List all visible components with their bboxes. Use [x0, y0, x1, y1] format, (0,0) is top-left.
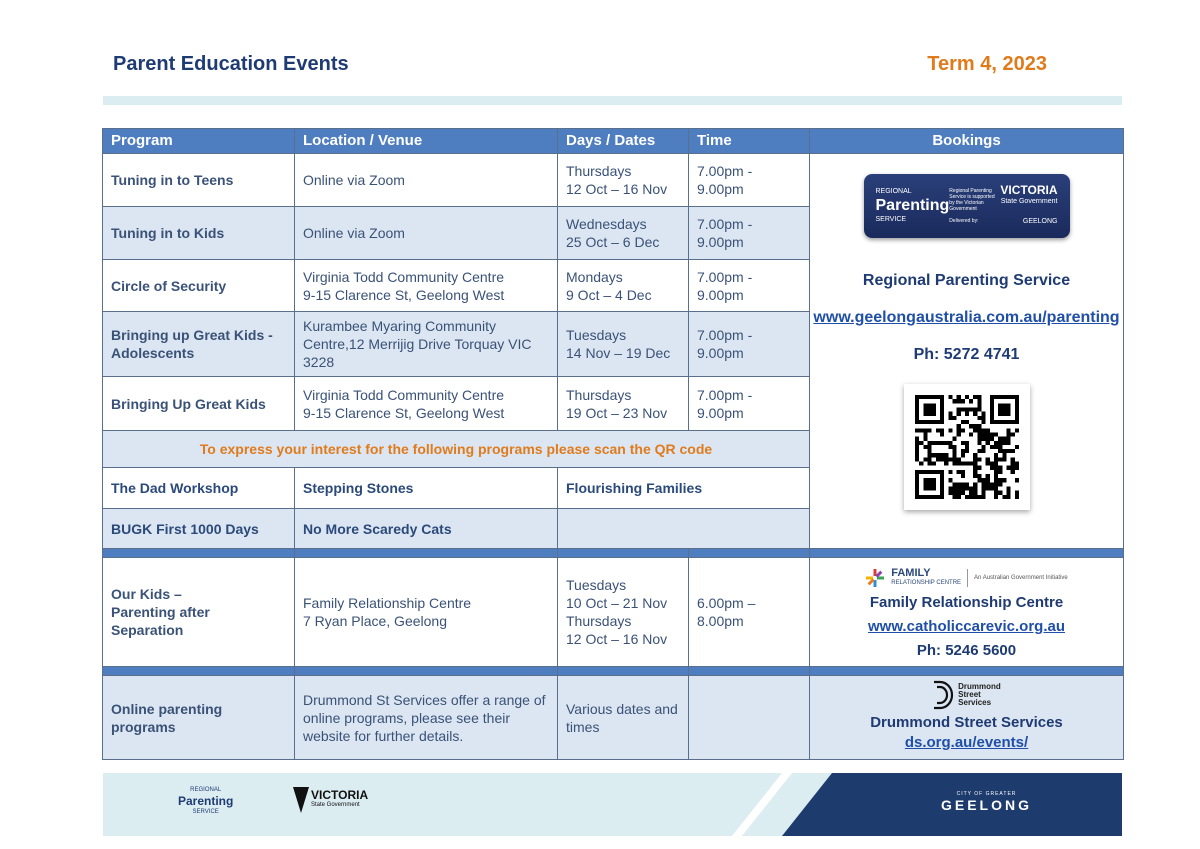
table-row [103, 676, 1124, 760]
logo-note: Regional Parenting Service is supported by the Victorian Government [949, 188, 995, 212]
column-header-time: Time [689, 129, 810, 154]
location-cell [295, 312, 558, 377]
days-line: Mondays [566, 268, 623, 285]
interest-program [558, 509, 810, 549]
gov-initiative-text: An Australian Government Initiative [967, 569, 1068, 587]
interest-program: Flourishing Families [558, 468, 810, 509]
column-header-program: Program [103, 129, 295, 154]
time-cell [689, 676, 810, 760]
frc-website-link[interactable]: www.catholiccarevic.org.au [867, 618, 1065, 635]
interest-program: No More Scaredy Cats [295, 509, 558, 549]
time-cell [689, 312, 810, 377]
time-end: 9.00pm [697, 234, 744, 250]
days-line: Various dates and [566, 700, 678, 717]
days-line: Wednesdays [566, 216, 647, 232]
logo-small-text: REGIONAL [875, 188, 912, 195]
dates-line: 12 Oct – 16 Nov [566, 631, 668, 647]
program-line: Our Kids – [111, 586, 182, 602]
time-cell [689, 260, 810, 312]
location-cell [295, 558, 558, 667]
logo-text: Parenting [875, 197, 950, 214]
frc-logo-small: RELATIONSHIP CENTRE [891, 580, 962, 586]
header-divider [103, 96, 1122, 105]
location-line: 9-15 Clarence St, Geelong West [303, 286, 505, 303]
dates-line: 12 Oct – 16 Nov [566, 181, 668, 197]
frc-star-icon [865, 568, 885, 588]
bookings-ds-cell [810, 676, 1124, 760]
location-line: Online via Zoom [303, 225, 405, 241]
time-end: 9.00pm [697, 404, 744, 421]
term-label: Term 4, 2023 [927, 53, 1047, 75]
location-cell [295, 154, 558, 207]
dates-line: 9 Oct – 4 Dec [566, 286, 652, 303]
victoria-map-icon [293, 787, 309, 813]
program-name [103, 558, 295, 667]
column-header-days: Days / Dates [558, 129, 689, 154]
time-start: 7.00pm - [697, 386, 753, 403]
program-name: Bringing Up Great Kids [103, 377, 295, 431]
program-name: Circle of Security [103, 260, 295, 312]
location-line: 9-15 Clarence St, Geelong West [303, 404, 505, 421]
interest-program: BUGK First 1000 Days [103, 509, 295, 549]
ds-logo-line: Street [958, 690, 981, 699]
frc-phone: Ph: 5246 5600 [916, 642, 1017, 659]
program-name: Tuning in to Kids [103, 207, 295, 260]
dates-line: 19 Oct – 23 Nov [566, 404, 668, 421]
days-line: Tuesdays [566, 327, 627, 343]
ds-events-link[interactable]: ds.org.au/events/ [904, 734, 1029, 751]
location-line: 3228 [303, 354, 335, 370]
footer-geelong-logo [941, 791, 1032, 813]
table-header-row [103, 129, 1124, 154]
days-cell [558, 377, 689, 431]
time-cell [689, 154, 810, 207]
location-line: Virginia Todd Community Centre [303, 268, 505, 285]
frc-name: Family Relationship Centre [869, 594, 1064, 611]
location-cell [295, 207, 558, 260]
column-header-location: Location / Venue [295, 129, 558, 154]
dates-line: 10 Oct – 21 Nov [566, 595, 668, 611]
program-name: Tuning in to Teens [103, 154, 295, 207]
program-line: Adolescents [111, 345, 195, 361]
days-cell [558, 207, 689, 260]
footer-rps-sub: SERVICE [192, 809, 219, 815]
drummond-street-logo [810, 680, 1123, 710]
qr-code-image [915, 395, 1019, 499]
location-line: online programs, please see their [303, 709, 511, 726]
page-footer [103, 773, 1122, 836]
geelong-logo-text: GEELONG [1022, 218, 1058, 225]
table-row [103, 154, 1124, 207]
days-line: Thursdays [566, 613, 632, 629]
location-line: Online via Zoom [303, 172, 405, 188]
location-line: Kurambee Myaring Community [303, 318, 496, 334]
footer-vic-sub: State Government [311, 802, 360, 808]
program-name: Online parenting programs [103, 676, 295, 760]
days-line: Thursdays [566, 386, 632, 403]
rps-name: Regional Parenting Service [862, 272, 1071, 289]
footer-rps-logo [178, 785, 233, 818]
time-cell [689, 207, 810, 260]
footer-rps-text: Parenting [178, 794, 234, 808]
time-start: 6.00pm – [697, 595, 756, 611]
location-line: website for further details. [303, 727, 464, 744]
page-title: Parent Education Events [113, 53, 349, 75]
footer-stripe [732, 773, 792, 836]
column-header-bookings: Bookings [810, 129, 1124, 154]
frc-logo-text: FAMILY [891, 567, 931, 579]
program-name [103, 312, 295, 377]
section-separator [103, 667, 1124, 676]
time-start: 7.00pm - [697, 216, 753, 232]
victoria-logo-sub: State Government [1000, 198, 1058, 205]
victoria-logo-text: VICTORIA [1000, 183, 1058, 197]
days-line: Tuesdays [566, 577, 627, 593]
footer-vic-text: VICTORIA [311, 788, 369, 802]
days-line: Thursdays [566, 163, 632, 179]
bookings-frc-cell [810, 558, 1124, 667]
days-cell [558, 154, 689, 207]
time-cell [689, 377, 810, 431]
bookings-rps-cell [810, 154, 1124, 549]
location-line: Virginia Todd Community Centre [303, 386, 505, 403]
qr-interest-note: To express your interest for the following programs please scan the QR code [103, 431, 810, 468]
dates-line: 25 Oct – 6 Dec [566, 234, 660, 250]
location-line: Centre,12 Merrijig Drive Torquay VIC [303, 336, 532, 352]
footer-rps-small: REGIONAL [190, 787, 222, 793]
rps-website-link[interactable]: www.geelongaustralia.com.au/parenting [813, 309, 1120, 326]
location-line: Drummond St Services offer a range of [303, 691, 546, 708]
location-line: 7 Ryan Place, Geelong [303, 613, 447, 629]
table-row [103, 558, 1124, 667]
ds-logo-line: Services [958, 698, 992, 707]
days-cell [558, 676, 689, 760]
footer-victoria-logo [293, 787, 368, 813]
dates-line: 14 Nov – 19 Dec [566, 345, 671, 361]
location-cell [295, 377, 558, 431]
days-line: times [566, 718, 600, 735]
logo-sub-text: SERVICE [875, 216, 907, 223]
drummond-d-icon [932, 680, 954, 710]
location-cell [295, 676, 558, 760]
section-separator [103, 549, 1124, 558]
qr-code[interactable] [904, 384, 1030, 510]
family-relationship-centre-logo [810, 568, 1123, 588]
ds-name: Drummond Street Services [870, 714, 1063, 731]
footer-geelong-small: CITY OF GREATER [956, 791, 1017, 797]
days-cell [558, 260, 689, 312]
time-start: 7.00pm - [697, 163, 753, 179]
location-line: Family Relationship Centre [303, 595, 472, 611]
time-start: 7.00pm - [697, 268, 753, 285]
time-end: 9.00pm [697, 286, 744, 303]
program-line: Parenting after Separation [111, 604, 210, 638]
regional-parenting-service-logo [864, 174, 1070, 238]
days-cell [558, 312, 689, 377]
time-end: 9.00pm [697, 345, 744, 361]
interest-program: Stepping Stones [295, 468, 558, 509]
ds-logo-line: Drummond [958, 682, 1001, 691]
events-table [102, 128, 1124, 760]
program-line: Bringing up Great Kids - [111, 327, 273, 343]
time-end: 9.00pm [697, 181, 744, 197]
footer-geelong-text: GEELONG [940, 797, 1032, 813]
time-cell [689, 558, 810, 667]
time-start: 7.00pm - [697, 327, 753, 343]
rps-phone: Ph: 5272 4741 [913, 346, 1020, 363]
logo-delivered: Delivered by: [949, 218, 979, 224]
interest-program: The Dad Workshop [103, 468, 295, 509]
location-cell [295, 260, 558, 312]
days-cell [558, 558, 689, 667]
time-end: 8.00pm [697, 613, 744, 629]
